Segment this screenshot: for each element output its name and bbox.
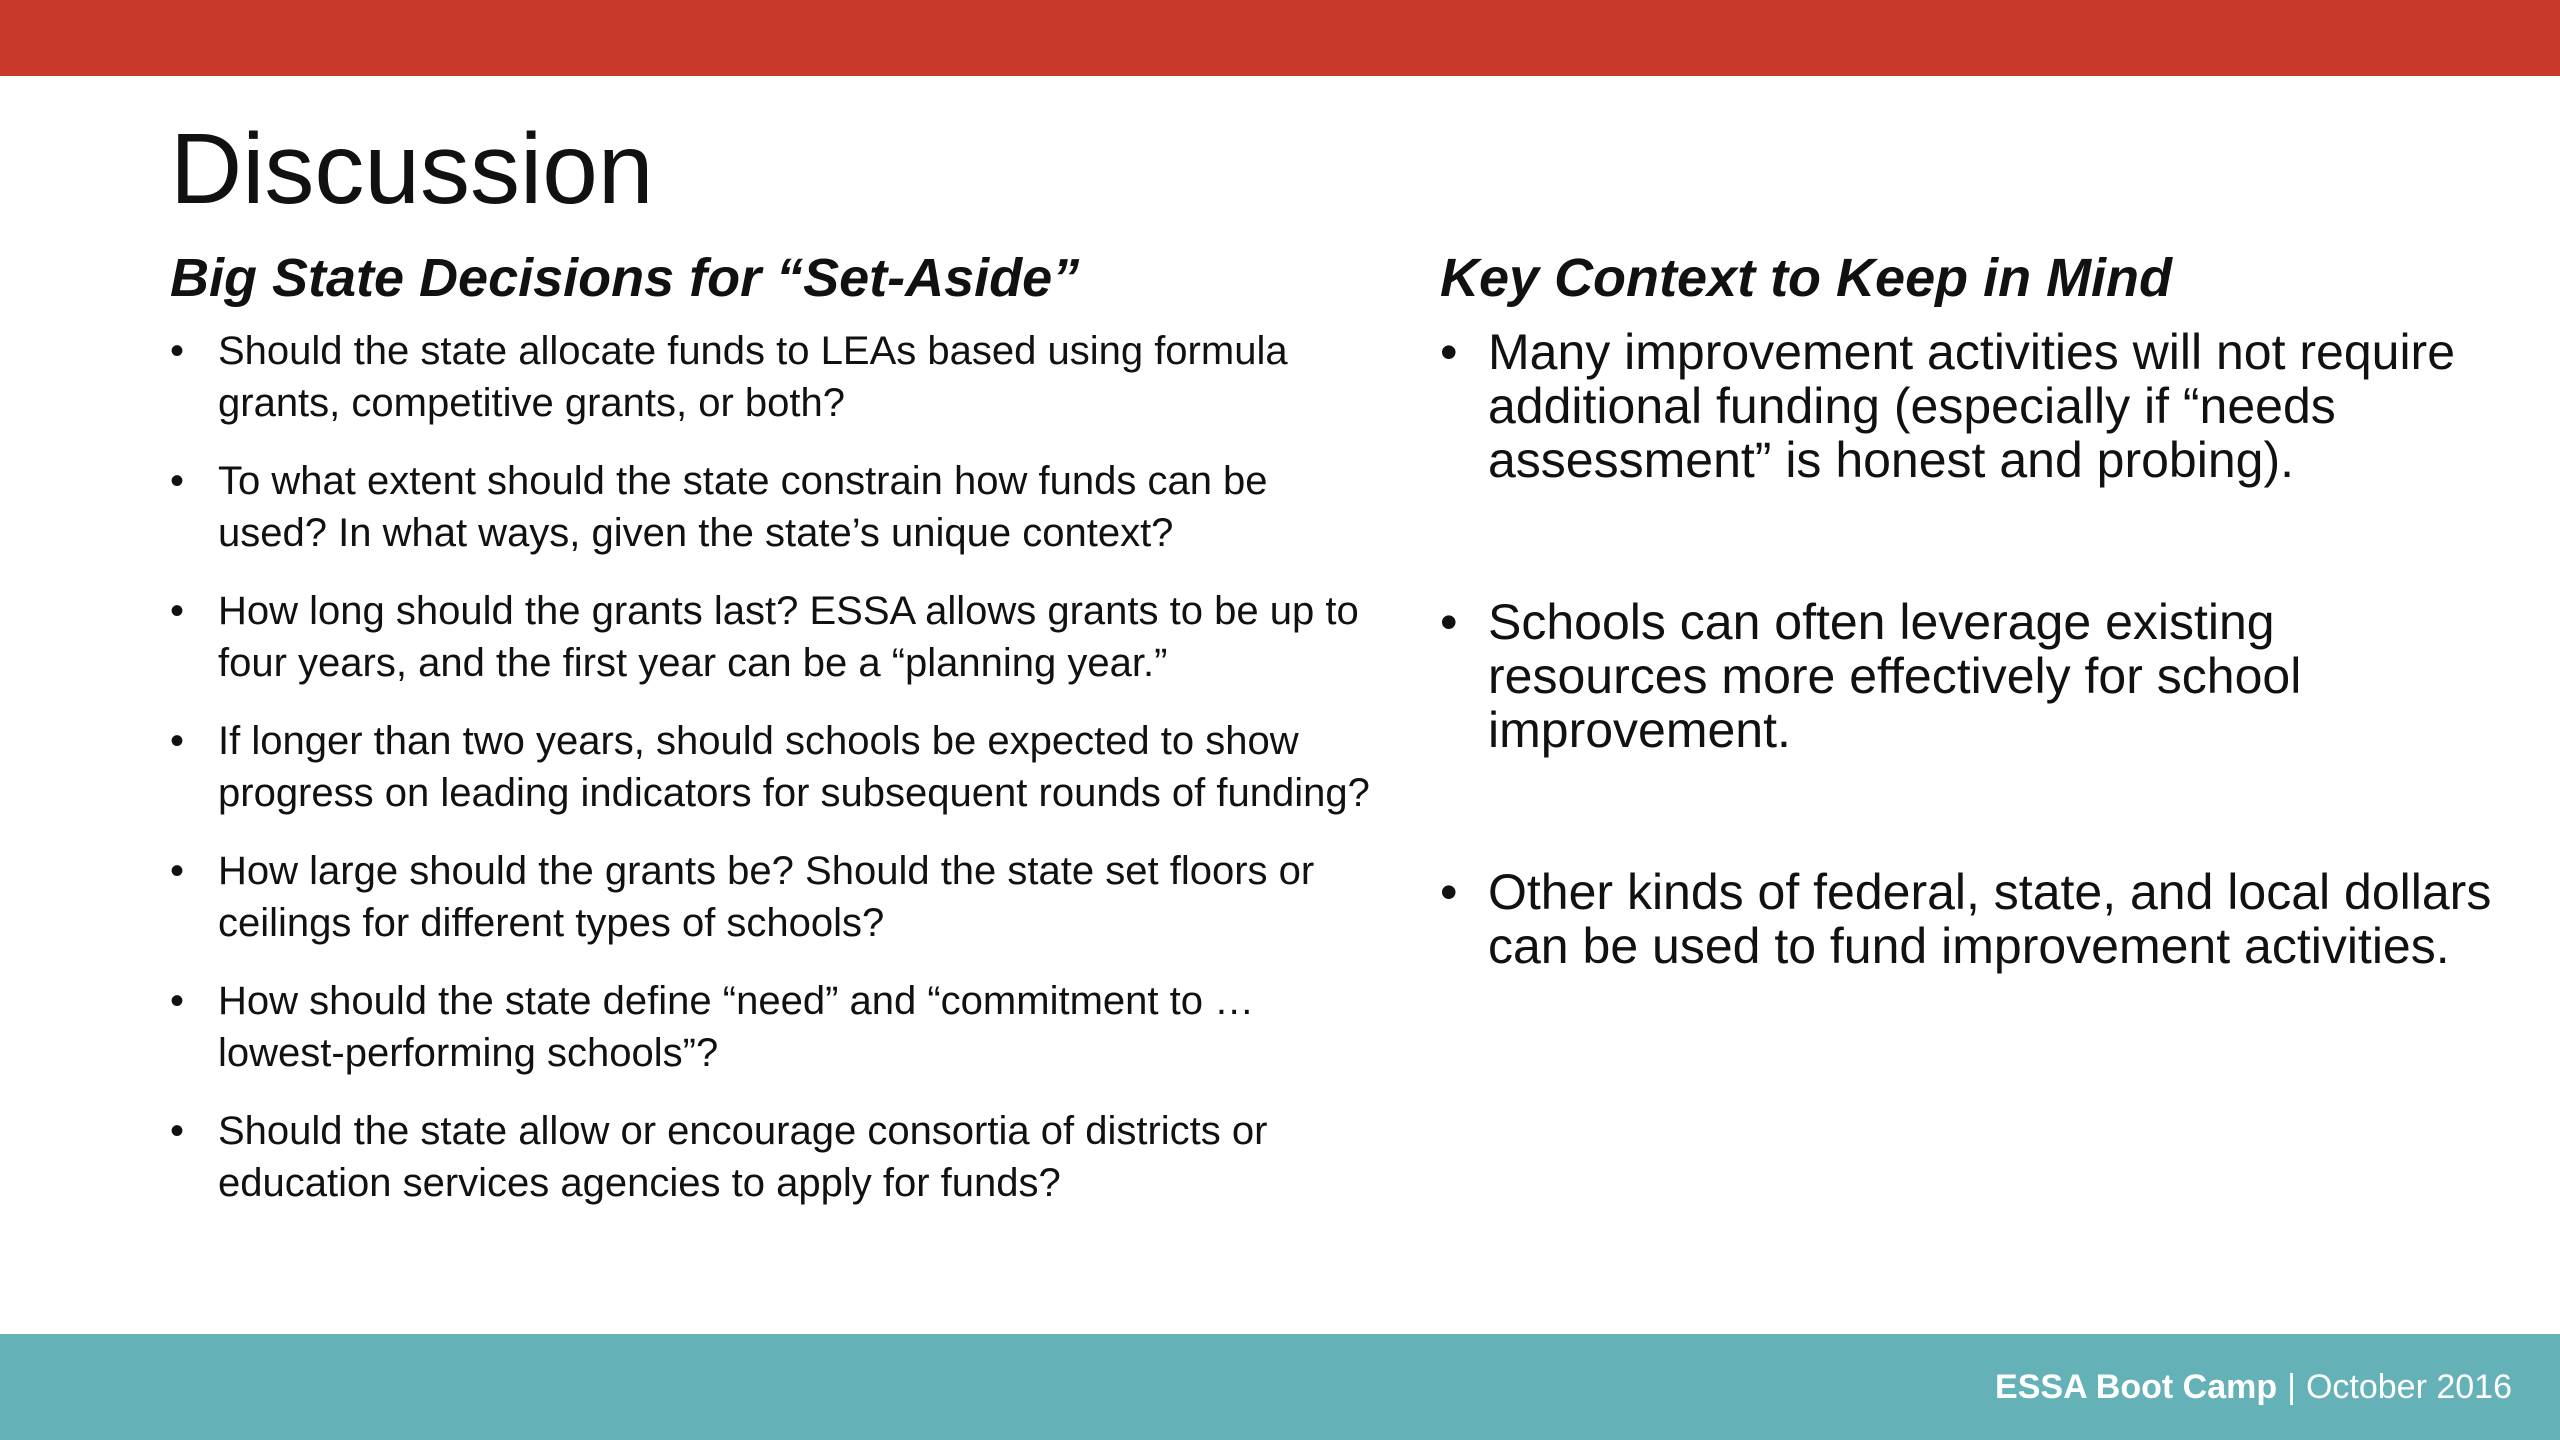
- context-list: [1440, 325, 2500, 973]
- footer-text: [1995, 1334, 2512, 1440]
- right-column-heading: Key Context to Keep in Mind: [1440, 248, 2173, 308]
- decision-item: • How should the state define “need” and “commitment to … lowest-performing schools”?: [170, 975, 1385, 1079]
- footer-event: ESSA Boot Camp: [1995, 1368, 2278, 1406]
- top-accent-bar: [0, 0, 2560, 76]
- left-column: [170, 246, 1385, 1235]
- context-item: • Many improvement activities will not require additional funding (especially if “needs assessment” is honest and probing).: [1440, 325, 2500, 487]
- decision-item: • Should the state allocate funds to LEAs based using formula grants, competitive grants, or both?: [170, 325, 1385, 429]
- slide-title: Discussion: [170, 113, 654, 225]
- decision-item: • How large should the grants be? Should the state set floors or ceilings for different types of schools?: [170, 845, 1385, 949]
- decision-item: • How long should the grants last? ESSA allows grants to be up to four years, and the first year can be a “planning year.”: [170, 585, 1385, 689]
- context-item: • Other kinds of federal, state, and local dollars can be used to fund improvement activities.: [1440, 865, 2500, 973]
- decision-item: • To what extent should the state constrain how funds can be used? In what ways, given the state’s unique context?: [170, 455, 1385, 559]
- footer-date: October 2016: [2305, 1368, 2512, 1406]
- footer-bar: [0, 1334, 2560, 1440]
- context-item: • Schools can often leverage existing resources more effectively for school improvement.: [1440, 595, 2500, 757]
- left-column-heading: Big State Decisions for “Set-Aside”: [170, 248, 1080, 308]
- right-column: [1440, 246, 2500, 973]
- decisions-list: [170, 325, 1385, 1209]
- decision-item: • Should the state allow or encourage consortia of districts or education services agencies to apply for funds?: [170, 1105, 1385, 1209]
- footer-separator: |: [2287, 1368, 2296, 1406]
- decision-item: • If longer than two years, should schools be expected to show progress on leading indicators for subsequent rounds of funding?: [170, 715, 1385, 819]
